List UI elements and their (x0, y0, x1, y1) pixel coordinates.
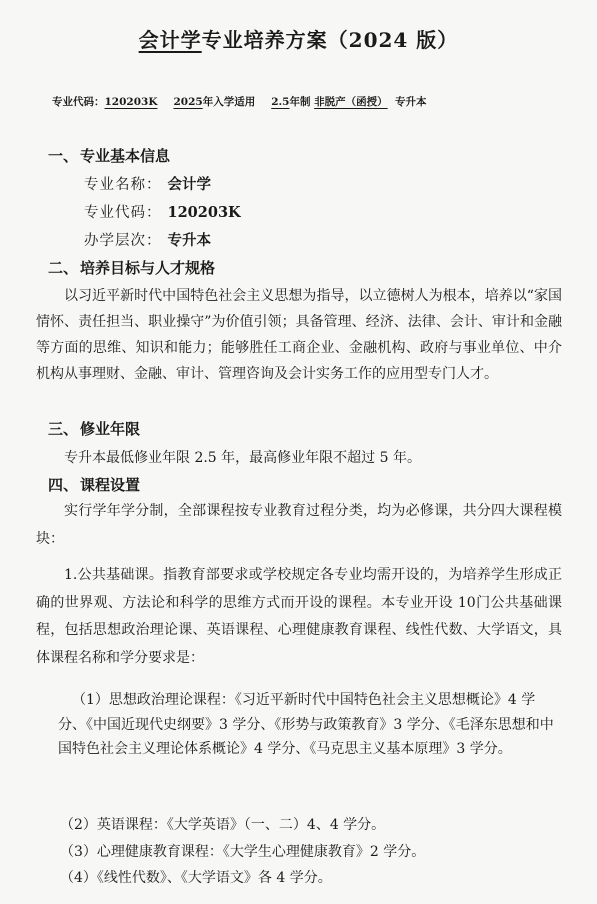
meta-duration-label: 年制 (289, 96, 311, 108)
course-item-psychology: （3）心理健康教育课程：《大学生心理健康教育》2 学分。 (60, 844, 426, 860)
duration-paragraph: 专升本最低修业年限 2.5 年，最高修业年限不超过 5 年。 (64, 450, 421, 466)
objectives-paragraph: 以习近平新时代中国特色社会主义思想为指导，以立德树人为根本，培养以“家国情怀、责任担当、职业操守”为价值引领；具备管理、经济、法律、会计、审计和金融等方面的思维、知识和能力；能够胜任工商企业、金融机构、政府与事业单位、中介机构从事理财、金融、审计、管理咨询及会计实务工作的应用型专门人才。 (36, 288, 562, 382)
info-label: 专业代码： (84, 205, 162, 221)
program-meta-line (52, 94, 592, 109)
meta-duration-value: 2.5 (271, 96, 290, 108)
meta-year-label: 年入学适用 (202, 96, 256, 108)
section-title: 课程设置 (80, 476, 141, 494)
course-item-math-chinese: （4）《线性代数》、《大学语文》各 4 学分。 (60, 870, 332, 886)
info-label: 专业名称： (84, 177, 162, 193)
public-basic-paragraph: 1.公共基础课。指教育部要求或学校规定各专业均需开设的，为培养学生形成正确的世界观、方法论和科学的思维方式而开设的课程。本专业开设 10门公共基础课程，包括思想政治理论课、英语课程、心理健康教育课程、线性代数、大学语文，具体课程名称和学分要求是： (36, 567, 562, 666)
course-intro-paragraph: 实行学年学分制，全部课程按专业教育过程分类，均为必修课，共分四大课程模块： (36, 503, 562, 547)
meta-level: 专升本 (394, 96, 427, 108)
meta-year-value: 2025 (173, 96, 203, 108)
section-title: 培养目标与人才规格 (80, 259, 216, 277)
info-label: 办学层次： (84, 233, 162, 249)
info-value: 会计学 (167, 176, 211, 193)
course-item-english: （2）英语课程：《大学英语》（一、二）4、4 学分。 (60, 817, 386, 833)
title-suffix: 专业培养方案（2024 版） (201, 28, 459, 52)
section-number: 一、 (48, 147, 79, 165)
course-item-politics: （1）思想政治理论课程：《习近平新时代中国特色社会主义思想概论》4 学分、《中国近现代史纲要》3 学分、《形势与政策教育》3 学分、《毛泽东思想和中国特色社会主义理论体系概论》4 学分、《马克思主义基本原理》3 学分。 (58, 692, 554, 757)
meta-code-label: 专业代码： (52, 96, 105, 108)
section-heading-objectives (48, 257, 215, 278)
info-row-code (84, 201, 241, 222)
section-heading-courses (48, 474, 140, 495)
document-title (0, 24, 597, 53)
section-heading-duration (48, 418, 140, 439)
section-title: 修业年限 (80, 420, 141, 438)
info-value: 专升本 (167, 232, 211, 249)
title-major: 会计学 (138, 28, 202, 52)
info-value: 120203K (167, 204, 241, 221)
section-number: 三、 (48, 420, 79, 438)
meta-mode-value: 非脱产（函授） (314, 96, 388, 108)
info-row-name (84, 173, 211, 194)
section-number: 二、 (48, 259, 79, 277)
meta-code-value: 120203K (104, 96, 158, 108)
section-number: 四、 (48, 476, 79, 494)
section-heading-basic-info (48, 145, 170, 166)
info-row-level (84, 229, 211, 250)
section-title: 专业基本信息 (80, 147, 171, 165)
